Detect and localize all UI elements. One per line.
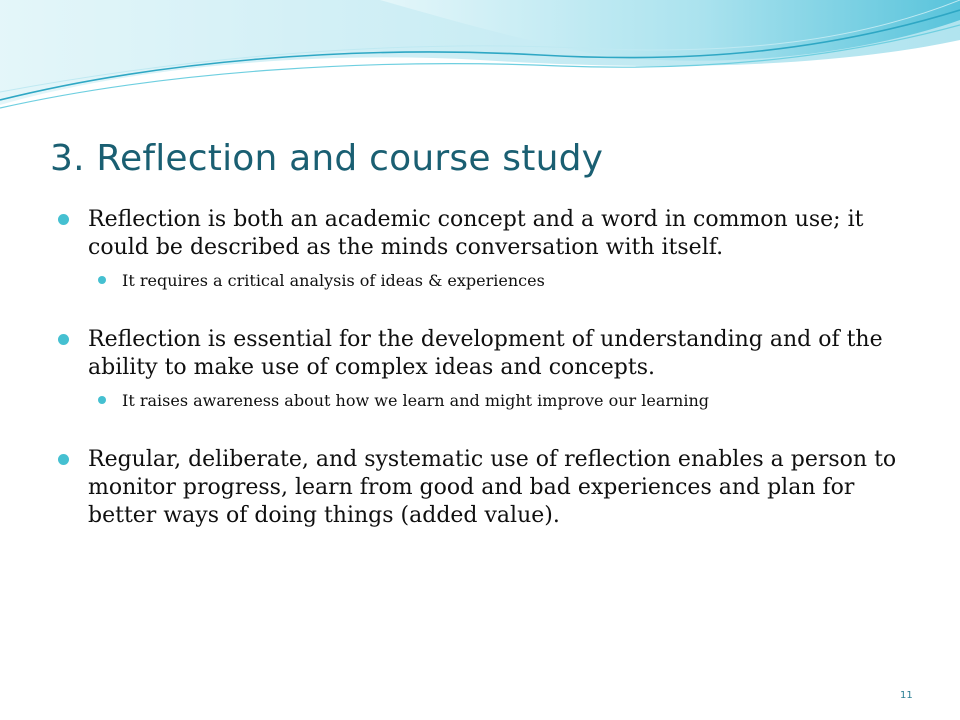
bullet-item	[58, 446, 908, 530]
bullet-text: Reflection is essential for the development of understanding and of the ability to make use of complex ideas and concepts.	[88, 327, 883, 380]
bullet-group-3	[58, 446, 908, 530]
sub-bullet-text: It requires a critical analysis of ideas & experiences	[122, 271, 545, 290]
sub-bullet-item	[98, 270, 908, 292]
bullet-item	[58, 206, 908, 262]
bullet-dot-icon	[58, 334, 69, 345]
bullet-text: Regular, deliberate, and systematic use of reflection enables a person to monitor progress, learn from good and bad experiences and plan for better ways of doing things (added value).	[88, 447, 897, 528]
bullet-group-2	[58, 326, 908, 412]
bullet-group-1	[58, 206, 908, 292]
sub-bullet-item	[98, 390, 908, 412]
bullet-dot-icon	[58, 454, 69, 465]
bullet-dot-icon	[98, 396, 106, 404]
bullet-item	[58, 326, 908, 382]
header-wave-decoration	[0, 0, 960, 130]
page-number: 11	[900, 690, 913, 701]
bullet-dot-icon	[98, 276, 106, 284]
sub-bullet-text: It raises awareness about how we learn and might improve our learning	[122, 391, 709, 410]
bullet-text: Reflection is both an academic concept and a word in common use; it could be described as the minds conversation with itself.	[88, 207, 864, 260]
bullet-dot-icon	[58, 214, 69, 225]
slide-content	[58, 206, 908, 530]
slide-title: 3. Reflection and course study	[50, 138, 604, 179]
